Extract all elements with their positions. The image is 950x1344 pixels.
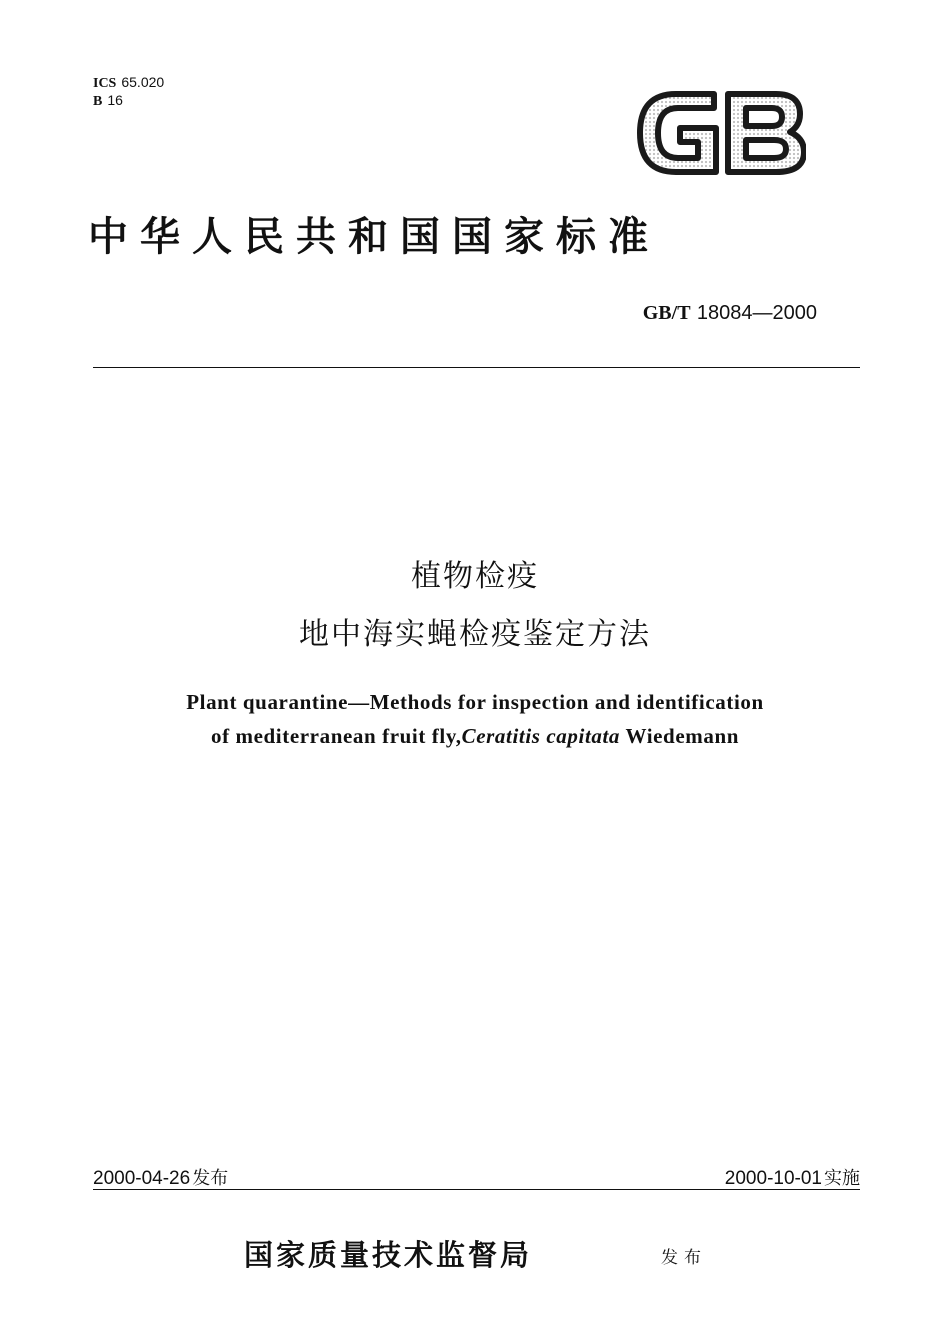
ccs-label: B — [93, 94, 103, 109]
issuer-name: 国家质量技术监督局 — [244, 1238, 533, 1272]
title-en-line1: Plant quarantine—Methods for inspection and identification — [186, 690, 764, 714]
title-cn-line2: 地中海实蝇检疫鉴定方法 — [299, 617, 651, 652]
title-en-line2-suffix: Wiedemann — [620, 724, 740, 748]
issue-date-value: 2000-04-26 — [93, 1168, 191, 1189]
effective-date-label: 实施 — [824, 1168, 860, 1189]
standard-number — [643, 300, 817, 325]
classification-codes — [93, 74, 164, 110]
standard-banner: 中华人民共和国国家标准 — [88, 213, 660, 260]
standard-prefix: GB/T — [642, 302, 691, 324]
title-en-species: Ceratitis capitata — [461, 724, 621, 748]
title-cn-line1: 植物检疫 — [411, 559, 539, 594]
title-en-line2 — [0, 724, 950, 749]
effective-date — [725, 1164, 860, 1190]
ics-line — [93, 74, 164, 92]
issue-date — [93, 1164, 228, 1190]
ccs-value: 16 — [107, 92, 123, 108]
ccs-line — [93, 92, 164, 110]
effective-date-value: 2000-10-01 — [724, 1168, 822, 1189]
header-divider — [93, 367, 860, 368]
issue-date-label: 发布 — [192, 1168, 229, 1189]
footer-divider — [93, 1189, 860, 1190]
issuer-action: 发布 — [661, 1248, 707, 1268]
ics-label: ICS — [93, 76, 117, 91]
gb-logo-letters — [640, 94, 804, 172]
gb-logo — [636, 88, 806, 178]
standard-code: 18084—2000 — [696, 302, 817, 324]
ics-value: 65.020 — [121, 74, 165, 90]
title-en-line2-prefix: of mediterranean fruit fly, — [210, 724, 462, 748]
